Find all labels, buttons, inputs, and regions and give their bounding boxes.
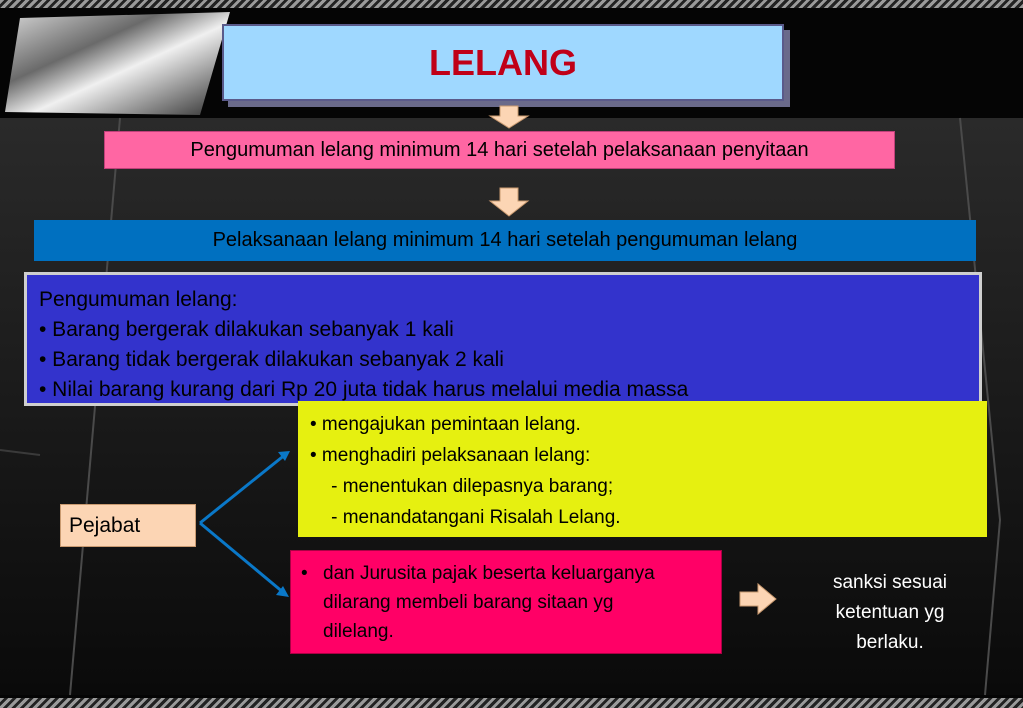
page-title: LELANG (429, 41, 577, 83)
down-arrow-icon (490, 188, 528, 216)
sanction-line: berlaku. (856, 632, 924, 653)
sanction-line: ketentuan yg (835, 602, 945, 623)
pejabat-box: Pejabat (60, 504, 196, 547)
prohibition-line: dilelang. (323, 621, 394, 642)
announcement-rule-item: • Barang tidak bergerak dilakukan sebanyak 2 kali (39, 348, 504, 371)
announcement-rule-item: • Nilai barang kurang dari Rp 20 juta tidak harus melalui media massa (39, 378, 689, 401)
right-arrow-icon (740, 584, 776, 614)
announcement-rules-heading: Pengumuman lelang: (39, 288, 238, 311)
connector-line (200, 454, 286, 523)
connector-line (200, 523, 284, 593)
duty-line: - menandatangani Risalah Lelang. (310, 507, 621, 528)
prohibition-bullet: • (301, 563, 308, 584)
duty-line: - menentukan dilepasnya barang; (310, 476, 614, 497)
announcement-box: Pengumuman lelang minimum 14 hari setelah pelaksanaan penyitaan (104, 131, 895, 169)
sanction-line: sanksi sesuai (832, 572, 948, 593)
execution-box: Pelaksanaan lelang minimum 14 hari setelah pengumuman lelang (34, 220, 976, 261)
prohibition-line: dilarang membeli barang sitaan yg (323, 592, 614, 613)
duty-line: • mengajukan pemintaan lelang. (310, 414, 581, 435)
down-arrow-icon (490, 106, 528, 128)
announcement-rule-item: • Barang bergerak dilakukan sebanyak 1 kali (39, 318, 454, 341)
duty-line: • menghadiri pelaksanaan lelang: (310, 445, 591, 466)
prohibition-line: dan Jurusita pajak beserta keluarganya (323, 563, 655, 584)
